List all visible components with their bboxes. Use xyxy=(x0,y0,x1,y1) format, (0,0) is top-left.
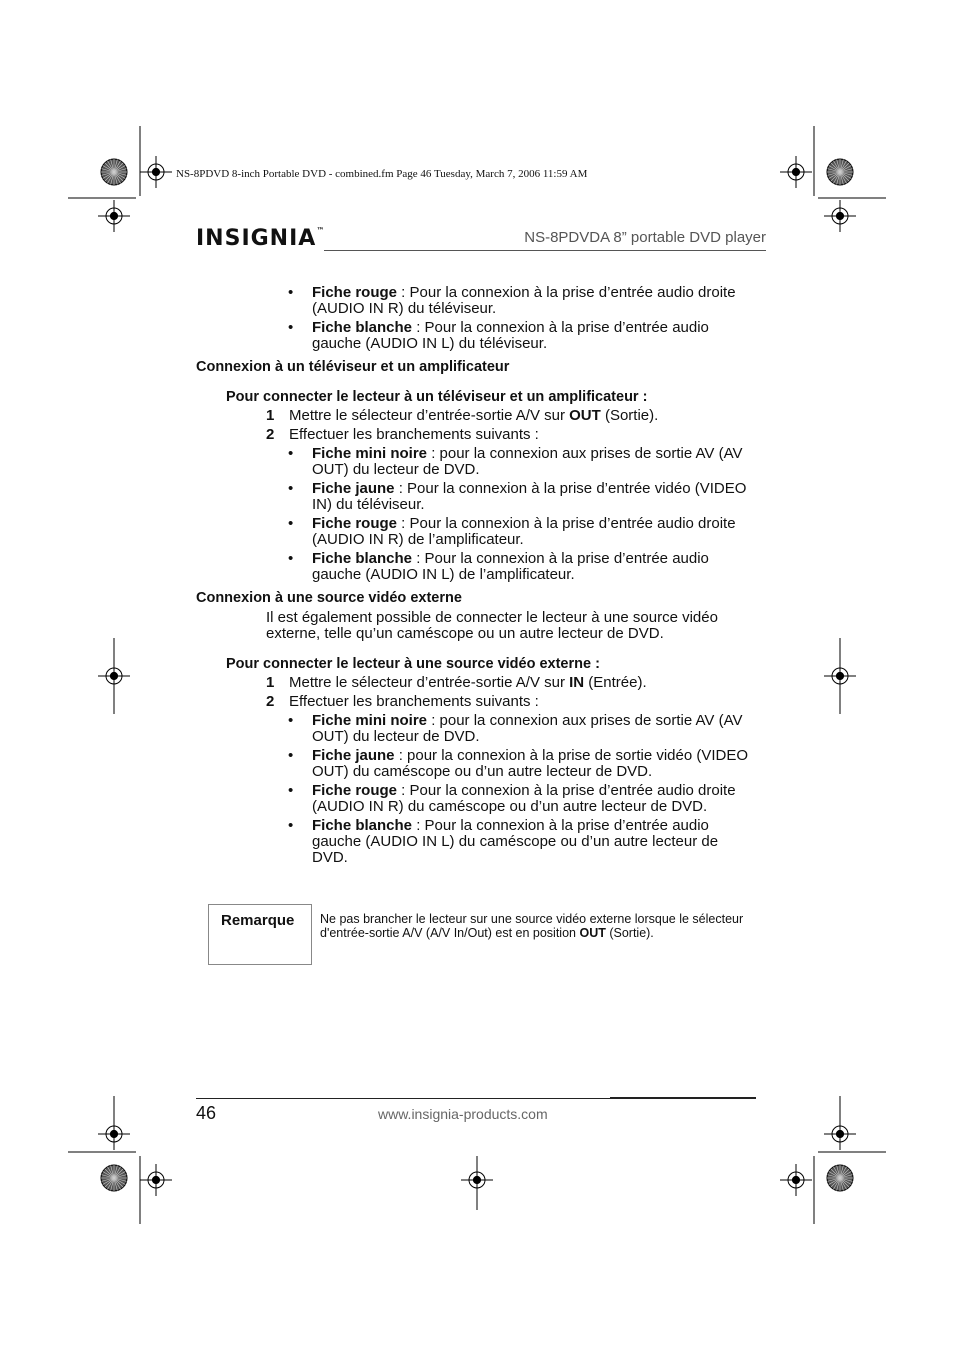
external-source-paragraph: Il est également possible de connecter le lecteur à une source vidéo externe, telle qu’un caméscope ou un autre lecteur de DVD. xyxy=(266,609,718,642)
note-text xyxy=(320,912,760,940)
list-item xyxy=(196,285,756,317)
footer-url: www.insignia-products.com xyxy=(378,1106,548,1122)
list-item xyxy=(196,783,756,815)
list-item xyxy=(196,748,756,780)
step-text: Effectuer les branchements suivants : xyxy=(289,693,539,710)
bullet-icon: • xyxy=(288,445,294,462)
step-number: 2 xyxy=(266,426,275,443)
bullet-icon: • xyxy=(288,284,294,301)
bullet-text: : Pour la connexion à la prise d’entrée audio gauche (AUDIO IN L) de l’amplificateur. xyxy=(312,550,709,583)
header-title: NS-8PDVDA 8” portable DVD player xyxy=(524,229,766,246)
bullet-text: : pour la connexion aux prises de sortie AV (AV OUT) du lecteur de DVD. xyxy=(312,712,743,745)
bullet-icon: • xyxy=(288,319,294,336)
section-title-tv-amp: Connexion à un téléviseur et un amplificateur xyxy=(196,359,510,375)
intro-bullets xyxy=(196,285,756,352)
bullet-icon: • xyxy=(288,747,294,764)
bullet-term: Fiche jaune xyxy=(312,480,395,497)
step-keyword: OUT xyxy=(569,407,601,424)
bullet-text: : pour la connexion aux prises de sortie AV (AV OUT) du lecteur de DVD. xyxy=(312,445,743,478)
step-keyword: IN xyxy=(569,674,585,691)
bullet-text: : Pour la connexion à la prise d’entrée audio gauche (AUDIO IN L) du téléviseur. xyxy=(312,319,709,352)
list-item xyxy=(196,713,756,745)
bullet-term: Fiche rouge xyxy=(312,284,398,301)
list-item xyxy=(196,481,756,513)
step-text: Mettre le sélecteur d’entrée-sortie A/V sur xyxy=(289,674,570,691)
procedure-title-tv-amp: Pour connecter le lecteur à un téléviseur et un amplificateur : xyxy=(226,389,648,405)
bullet-icon: • xyxy=(288,550,294,567)
bullet-icon: • xyxy=(288,515,294,532)
step-2 xyxy=(196,694,756,710)
file-slug: NS-8PDVD 8-inch Portable DVD - combined.fm Page 46 Tuesday, March 7, 2006 11:59 AM xyxy=(176,168,588,180)
list-item xyxy=(196,516,756,548)
step-text: Effectuer les branchements suivants : xyxy=(289,426,539,443)
list-item xyxy=(196,446,756,478)
logo-text: INSIGNIA xyxy=(196,226,317,251)
note-text-end: (Sortie). xyxy=(605,926,654,940)
insignia-logo xyxy=(196,226,325,251)
bullet-term: Fiche rouge xyxy=(312,515,398,532)
section-title-external-source: Connexion à une source vidéo externe xyxy=(196,590,462,606)
list-item xyxy=(196,320,756,352)
bullet-term: Fiche blanche xyxy=(312,319,413,336)
bullet-term: Fiche mini noire xyxy=(312,712,428,729)
step-text-end: (Entrée). xyxy=(584,674,647,691)
step-1 xyxy=(196,675,756,691)
note-label: Remarque xyxy=(221,912,295,929)
list-item xyxy=(196,818,756,866)
external-source-bullets xyxy=(196,713,756,866)
step-number: 2 xyxy=(266,693,275,710)
page-content xyxy=(196,282,756,866)
bullet-term: Fiche blanche xyxy=(312,817,413,834)
bullet-text: : Pour la connexion à la prise d’entrée audio droite (AUDIO IN R) du téléviseur. xyxy=(312,284,736,317)
bullet-icon: • xyxy=(288,817,294,834)
logo-trademark: ™ xyxy=(316,226,326,235)
tv-amp-bullets xyxy=(196,446,756,583)
bullet-text: : Pour la connexion à la prise d’entrée audio droite (AUDIO IN R) de l’amplificateur. xyxy=(312,515,736,548)
footer-rule-accent xyxy=(610,1097,756,1099)
note-text-body: Ne pas brancher le lecteur sur une source vidéo externe lorsque le sélecteur d'entrée-sortie A/V (A/V In/Out) est en position xyxy=(320,912,744,940)
step-text: Mettre le sélecteur d’entrée-sortie A/V sur xyxy=(289,407,570,424)
bullet-text: : Pour la connexion à la prise d’entrée audio gauche (AUDIO IN L) du caméscope ou d’un autre lecteur de DVD. xyxy=(312,817,719,866)
bullet-term: Fiche blanche xyxy=(312,550,413,567)
bullet-text: : pour la connexion à la prise de sortie vidéo (VIDEO OUT) du caméscope ou d’un autre lecteur de DVD. xyxy=(312,747,749,780)
step-2 xyxy=(196,427,756,443)
header-rule xyxy=(324,250,766,251)
procedure-title-external-source: Pour connecter le lecteur à une source vidéo externe : xyxy=(226,656,600,672)
bullet-icon: • xyxy=(288,712,294,729)
step-number: 1 xyxy=(266,407,275,424)
bullet-term: Fiche jaune xyxy=(312,747,395,764)
bullet-icon: • xyxy=(288,782,294,799)
step-number: 1 xyxy=(266,674,275,691)
bullet-term: Fiche rouge xyxy=(312,782,398,799)
bullet-text: : Pour la connexion à la prise d’entrée audio droite (AUDIO IN R) du caméscope ou d’un autre lecteur de DVD. xyxy=(312,782,736,815)
step-text-end: (Sortie). xyxy=(600,407,659,424)
page-number: 46 xyxy=(196,1103,217,1123)
bullet-term: Fiche mini noire xyxy=(312,445,428,462)
bullet-icon: • xyxy=(288,480,294,497)
list-item xyxy=(196,551,756,583)
step-1 xyxy=(196,408,756,424)
note-keyword: OUT xyxy=(579,926,606,940)
bullet-text: : Pour la connexion à la prise d’entrée vidéo (VIDEO IN) du téléviseur. xyxy=(312,480,747,513)
